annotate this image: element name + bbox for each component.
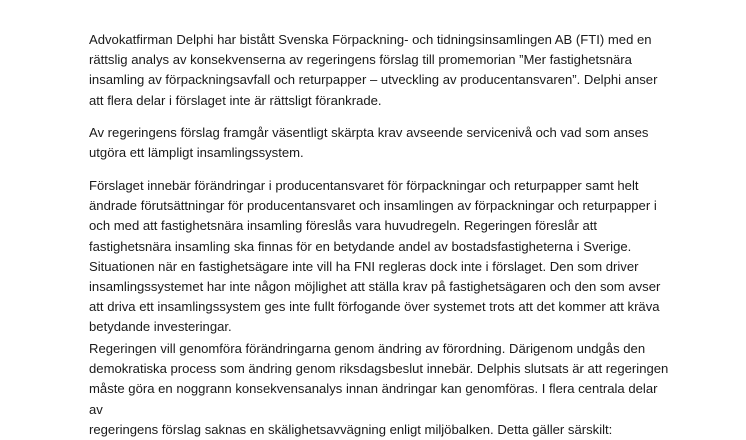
- paragraph-requirements: Av regeringens förslag framgår väsentligt skärpta krav avseende servicenivå och vad som anses utgöra ett lämpligt insamlingssystem.: [89, 125, 649, 161]
- paragraph-regulation-change: Regeringen vill genomföra förändringarna genom ändring av förordning. Därigenom undgås den demokratiska process som ändring genom riksdagsbeslut innebär. Delphis slutsats är att regeringen måste göra en noggrann konsekvensanalys innan ändringar kan genomföras. I flera centrala delar av regeringens förslag saknas en skälighetsavvägning enligt miljöbalken. Detta gäller särskilt:: [89, 341, 669, 437]
- paragraph-proposal-changes: Förslaget innebär förändringar i producentansvaret för förpackningar och returpapper samt helt ändrade förutsättningar för producentansvaret och insamlingen av förpackningar och returpapper i och med att fastighetsnära insamling föreslås vara huvudregeln. Regeringen föreslår att fastighetsnära insamling ska finnas för en betydande andel av bostadsfastigheterna i Sverige. Situationen när en fastighetsägare inte vill ha FNI regleras dock inte i förslaget. Den som driver insamlingssystemet har inte någon möjlighet att ställa krav på fastighetsägaren och den som avser att driva ett insamlingssystem ges inte fullt förfogande över systemet trots att det kommer att kräva betydande investeringar.: [89, 178, 661, 335]
- paragraph-intro: Advokatfirman Delphi har bistått Svenska Förpackning- och tidningsinsamlingen AB (FTI) med en rättslig analys av konsekvenserna av regeringens förslag till promemorian ”Mer fastighetsnära insamling av förpackningsavfall och returpapper – utveckling av producentansvaren”. Delphi anser att flera delar i förslaget inte är rättsligt förankrade.: [89, 32, 658, 108]
